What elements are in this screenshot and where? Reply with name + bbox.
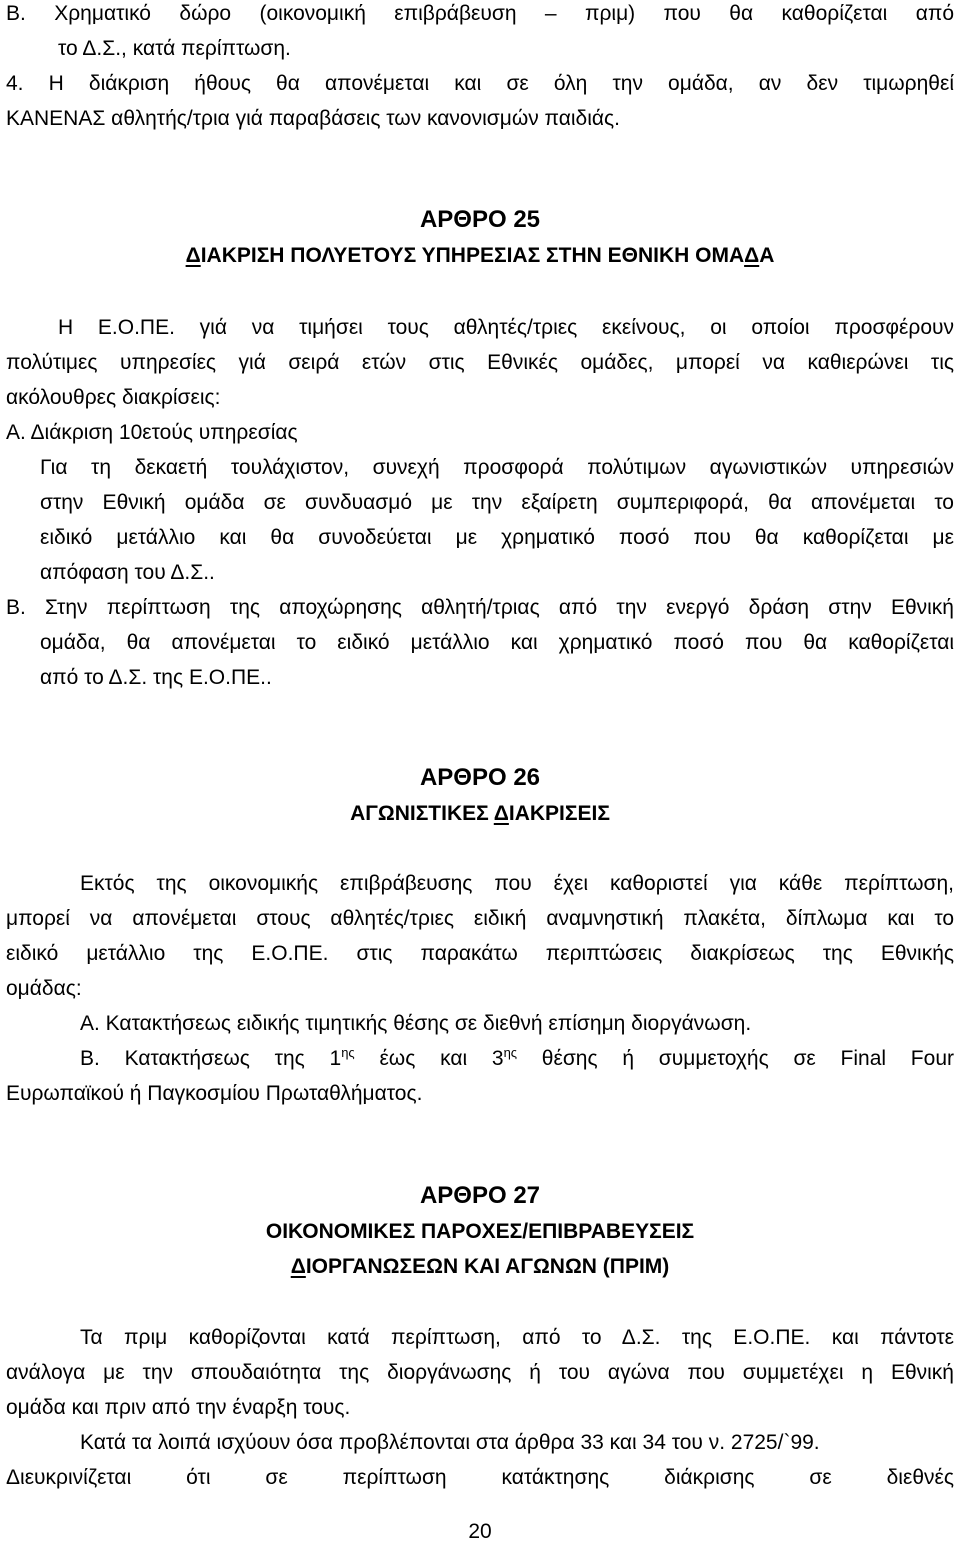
art25-section-a-heading: Α. Διάκριση 10ετούς υπηρεσίας — [6, 421, 298, 444]
item-4-line-2: ΚΑΝΕΝΑΣ αθλητής/τρια γιά παραβάσεις των κανονισμών παιδιάς. — [6, 107, 621, 130]
art27-para-3: Διευκρινίζεται ότι σε περίπτωση κατάκτησης διάκρισης σε διεθνές — [6, 1466, 954, 1489]
art27-para-line-3: ομάδα και πριν από την έναρξη τους. — [6, 1396, 351, 1419]
art26-para-line-1: Εκτός της οικονομικής επιβράβευσης που έχει καθοριστεί για κάθε περίπτωση, — [80, 872, 954, 895]
page-number: 20 — [468, 1520, 492, 1543]
art25-intro-line-3: ακόλουθρες διακρίσεις: — [6, 386, 221, 409]
art27-para-line-2: ανάλογα με την σπουδαιότητα της διοργάνωσης ή του αγώνα που συμμετέχει η Εθνική — [6, 1361, 954, 1384]
art25-a-line-1: Για τη δεκαετή τουλάχιστον, συνεχή προσφορά πολύτιμων αγωνιστικών υπηρεσιών — [40, 456, 954, 479]
item-b-line-1: Β. Χρηματικό δώρο (οικονομική επιβράβευση – πριμ) που θα καθορίζεται από — [6, 2, 954, 25]
article-27-heading: ΑΡΘΡΟ 27 — [419, 1182, 541, 1209]
art25-b-line-1: Β. Στην περίπτωση της αποχώρησης αθλητή/τριας από την ενεργό δράση στην Εθνική — [6, 596, 954, 619]
art25-intro-line-2: πολύτιμες υπηρεσίες γιά σειρά ετών στις Εθνικές ομάδες, μπορεί να καθιερώνει τις — [6, 351, 954, 374]
art25-a-line-3: ειδικό μετάλλιο και θα συνοδεύεται με χρηματικό ποσό που θα καθορίζεται με — [40, 526, 954, 549]
art25-b-line-3: από το Δ.Σ. της Ε.Ο.ΠΕ.. — [40, 666, 272, 689]
art25-a-line-4: απόφαση του Δ.Σ.. — [40, 561, 215, 584]
article-27-title-line-1: ΟΙΚΟΝΟΜΙΚΕΣ ΠΑΡΟΧΕΣ/ΕΠΙΒΡΑΒΕΥΣΕΙΣ — [265, 1220, 695, 1243]
item-b-line-2: το Δ.Σ., κατά περίπτωση. — [58, 37, 291, 60]
art26-para-line-2: μπορεί να απονέμεται στους αθλητές/τριες ειδική αναμνηστική πλακέτα, δίπλωμα και το — [6, 907, 954, 930]
art27-para-line-1: Τα πριμ καθορίζονται κατά περίπτωση, από το Δ.Σ. της Ε.Ο.ΠΕ. και πάντοτε — [80, 1326, 954, 1349]
article-25-heading: ΑΡΘΡΟ 25 — [419, 206, 541, 233]
art26-para-line-3: ειδικό μετάλλιο της Ε.Ο.ΠΕ. στις παρακάτω περιπτώσεις διακρίσεως της Εθνικής — [6, 942, 954, 965]
art25-b-line-2: ομάδα, θα απονέμεται το ειδικό μετάλλιο και χρηματικό ποσό που θα καθορίζεται — [40, 631, 954, 654]
art25-a-line-2: στην Εθνική ομάδα σε συνδυασμό με την εξαίρετη συμπεριφορά, θα απονέμεται το — [40, 491, 954, 514]
article-26-title: ΑΓΩΝΙΣΤΙΚΕΣ ΔΙΑΚΡΙΣΕΙΣ — [350, 802, 610, 825]
article-27-title-line-2: ΔΙΟΡΓΑΝΩΣΕΩΝ ΚΑΙ ΑΓΩΝΩΝ (ΠΡΙΜ) — [290, 1255, 670, 1278]
art26-item-b-line-1: Β. Κατακτήσεως της $1^{\eta\varsigma}$ έως και $3^{\eta\varsigma}$ θέσης ή συμμετοχής σε Final Four — [80, 1045, 954, 1070]
article-25-title: ΔΙΑΚΡΙΣΗ ΠΟΛΥΕΤΟΥΣ ΥΠΗΡΕΣΙΑΣ ΣΤΗΝ ΕΘΝΙΚΗ ΟΜΑΔΑ — [185, 244, 775, 267]
art26-para-line-4: ομάδας: — [6, 977, 82, 1000]
art26-item-a: Α. Κατακτήσεως ειδικής τιμητικής θέσης σε διεθνή επίσημη διοργάνωση. — [80, 1012, 752, 1035]
art25-intro-line-1: Η Ε.Ο.ΠΕ. γιά να τιμήσει τους αθλητές/τριες εκείνους, οι οποίοι προσφέρουν — [58, 316, 954, 339]
item-4-line-1: 4. Η διάκριση ήθους θα απονέμεται και σε όλη την ομάδα, αν δεν τιμωρηθεί — [6, 72, 954, 95]
art26-item-b-line-2: Ευρωπαϊκού ή Παγκοσμίου Πρωταθλήματος. — [6, 1082, 423, 1105]
article-26-heading: ΑΡΘΡΟ 26 — [419, 764, 541, 791]
art27-para-2: Κατά τα λοιπά ισχύουν όσα προβλέπονται στα άρθρα 33 και 34 του ν. 2725/`99. — [80, 1431, 820, 1454]
